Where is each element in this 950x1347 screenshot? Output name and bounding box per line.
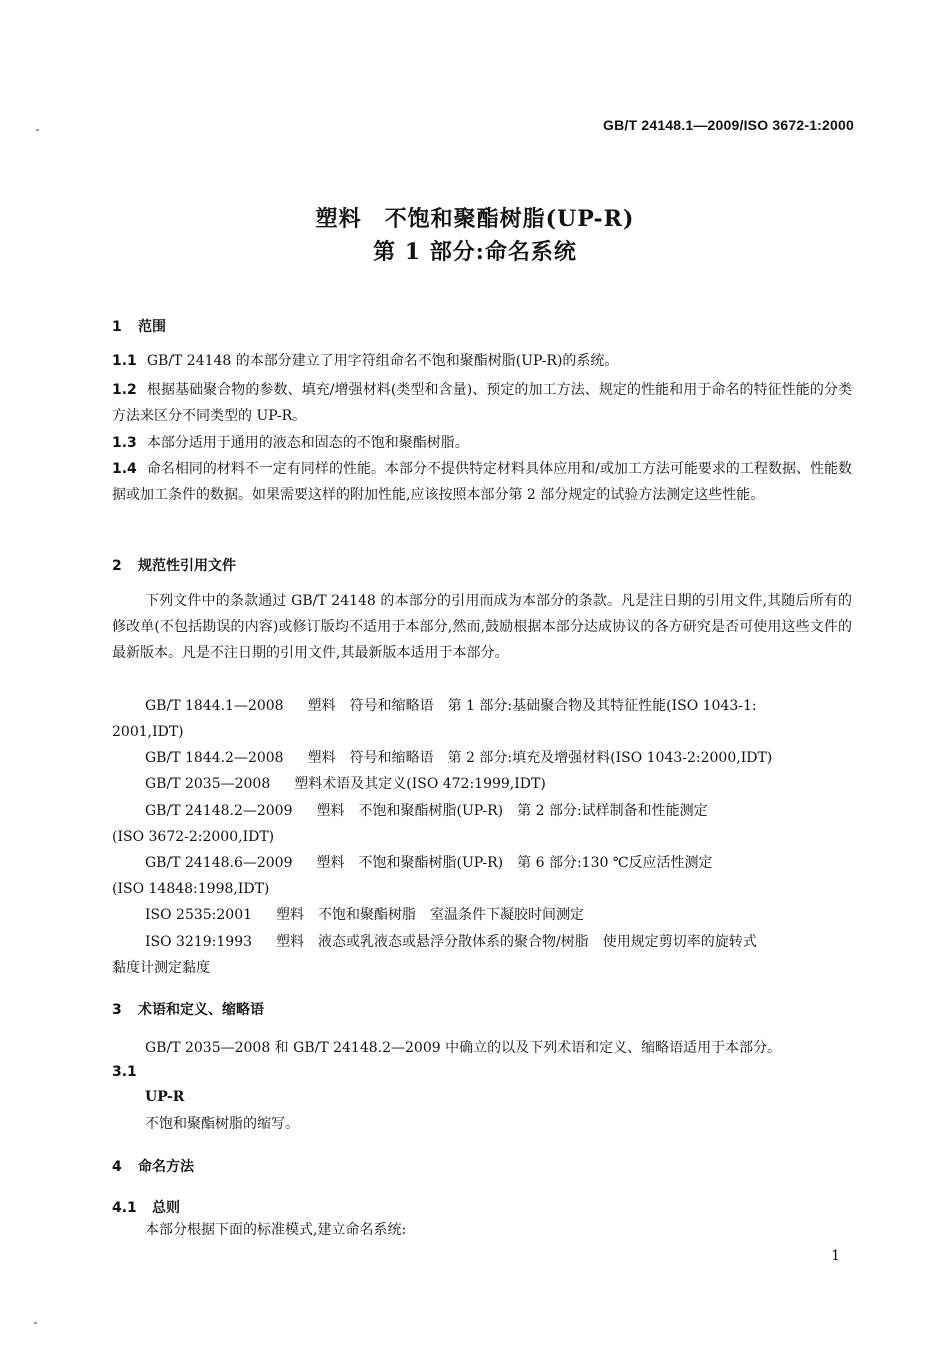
section-title: 规范性引用文件 xyxy=(138,558,236,574)
naming-text: 本部分根据下面的标准模式,建立命名系统: xyxy=(145,1222,407,1238)
document-subtitle: 第 1 部分:命名系统 xyxy=(373,239,577,265)
reference-item xyxy=(112,798,852,850)
reference-continuation: 2001,IDT) xyxy=(112,724,184,740)
section-heading-naming xyxy=(112,1156,194,1176)
document-title: 塑料 不饱和聚酯树脂(UP-R) xyxy=(315,206,635,232)
term-number: 3.1 xyxy=(112,1064,137,1080)
reference-code: ISO 2535:2001 xyxy=(145,907,253,923)
reference-item xyxy=(112,929,852,981)
reference-code: GB/T 24148.2—2009 xyxy=(145,803,293,819)
reference-item xyxy=(112,693,852,745)
subsection-number: 4.1 xyxy=(112,1200,137,1216)
clause-1-4 xyxy=(112,456,852,508)
subsection-heading-general xyxy=(112,1197,180,1217)
reference-title: 塑料 符号和缩略语 第 1 部分:基础聚合物及其特征性能(ISO 1043-1: xyxy=(307,698,757,714)
reference-item xyxy=(112,850,852,902)
reference-title: 塑料术语及其定义(ISO 472:1999,IDT) xyxy=(294,776,546,792)
section-heading-scope xyxy=(112,316,166,336)
reference-code: GB/T 1844.1—2008 xyxy=(145,698,284,714)
section-number: 4 xyxy=(112,1159,122,1175)
reference-code: GB/T 1844.2—2008 xyxy=(145,750,284,766)
section-heading-terms xyxy=(112,999,264,1019)
clause-number: 1.3 xyxy=(112,435,137,451)
term-name: UP-R xyxy=(145,1089,185,1105)
reference-continuation: (ISO 3672-2:2000,IDT) xyxy=(112,829,275,845)
reference-code: GB/T 24148.6—2009 xyxy=(145,855,293,871)
reference-title: 塑料 不饱和聚酯树脂(UP-R) 第 6 部分:130 ℃反应活性测定 xyxy=(316,855,713,871)
terms-intro: GB/T 2035—2008 和 GB/T 24148.2—2009 中确立的以及下列术语和定义、缩略语适用于本部分。 xyxy=(145,1040,782,1056)
clause-text: 本部分适用于通用的液态和固态的不饱和聚酯树脂。 xyxy=(146,435,469,451)
clause-1-2 xyxy=(112,377,852,429)
reference-code: GB/T 2035—2008 xyxy=(145,776,271,792)
reference-continuation: (ISO 14848:1998,IDT) xyxy=(112,881,270,897)
section-title: 范围 xyxy=(138,319,166,335)
section-number: 1 xyxy=(112,319,122,335)
clause-number: 1.2 xyxy=(112,382,137,398)
section-title: 术语和定义、缩略语 xyxy=(138,1002,264,1018)
reference-title: 塑料 符号和缩略语 第 2 部分:填充及增强材料(ISO 1043-2:2000,IDT) xyxy=(307,750,773,766)
standard-code-header: GB/T 24148.1—2009/ISO 3672-1:2000 xyxy=(603,117,854,133)
reference-title: 塑料 液态或乳液态或悬浮分散体系的聚合物/树脂 使用规定剪切率的旋转式 xyxy=(276,934,757,950)
clause-number: 1.1 xyxy=(112,353,137,369)
clause-text: 命名相同的材料不一定有同样的性能。本部分不提供特定材料具体应用和/或加工方法可能要求的工程数据、性能数据或加工条件的数据。如果需要这样的附加性能,应该按照本部分第 2 部分规定的试验方法测定这些性能。 xyxy=(112,461,852,503)
section-heading-normative-references xyxy=(112,555,236,575)
clause-1-3 xyxy=(112,430,852,456)
clause-text: 根据基础聚合物的参数、填充/增强材料(类型和含量)、预定的加工方法、规定的性能和用于命名的特征性能的分类方法来区分不同类型的 UP-R。 xyxy=(112,382,852,424)
page-number: 1 xyxy=(831,1248,840,1264)
scan-speck xyxy=(34,1322,37,1324)
clause-1-1 xyxy=(112,348,852,374)
reference-continuation: 黏度计测定黏度 xyxy=(112,960,210,976)
clause-number: 1.4 xyxy=(112,461,137,477)
reference-item xyxy=(112,771,852,797)
reference-item xyxy=(112,745,852,771)
reference-title: 塑料 不饱和聚酯树脂 室温条件下凝胶时间测定 xyxy=(276,907,585,923)
normative-intro: 下列文件中的条款通过 GB/T 24148 的本部分的引用而成为本部分的条款。凡是注日期的引用文件,其随后所有的修改单(不包括勘误的内容)或修订版均不适用于本部分,然而,鼓励根据本部分达成协议的各方研究是否可使用这些文件的最新版本。凡是不注日期的引用文件,其最新版本适用于本部分。 xyxy=(112,593,852,661)
reference-title: 塑料 不饱和聚酯树脂(UP-R) 第 2 部分:试样制备和性能测定 xyxy=(316,803,708,819)
section-title: 命名方法 xyxy=(138,1159,194,1175)
subsection-title: 总则 xyxy=(152,1200,180,1216)
section-number: 2 xyxy=(112,558,122,574)
term-definition: 不饱和聚酯树脂的缩写。 xyxy=(145,1116,299,1132)
clause-text: GB/T 24148 的本部分建立了用字符组命名不饱和聚酯树脂(UP-R)的系统。 xyxy=(146,353,619,369)
reference-code: ISO 3219:1993 xyxy=(145,934,253,950)
reference-item xyxy=(112,902,852,928)
section-number: 3 xyxy=(112,1002,122,1018)
scan-speck xyxy=(36,129,39,131)
